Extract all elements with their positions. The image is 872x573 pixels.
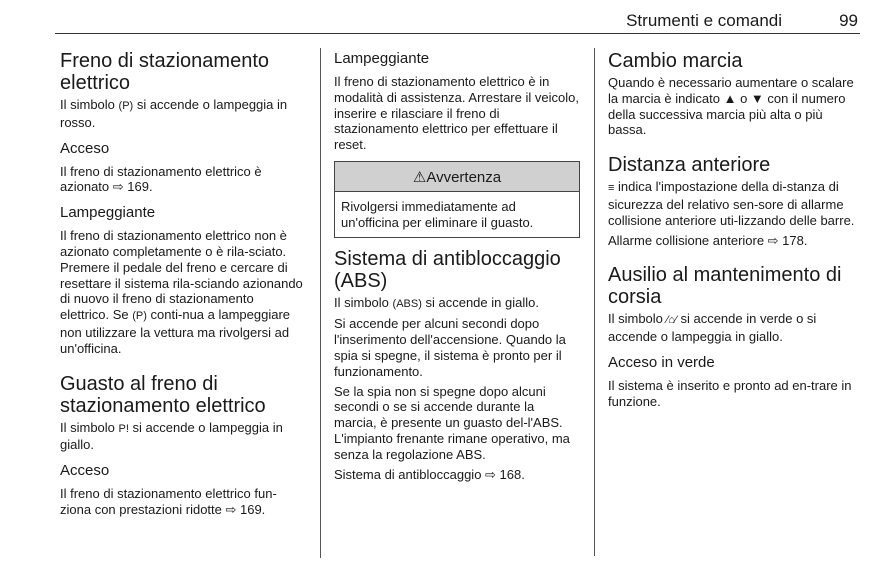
paragraph: Il sistema è inserito e pronto ad en-trare in funzione. bbox=[608, 377, 852, 409]
paragraph: Quando è necessario aumentare o scalare la marcia è indicato ▲ o ▼ con il numero della successiva marcia più alta o più bassa. bbox=[608, 75, 854, 138]
warning-title: ⚠Avvertenza bbox=[335, 162, 579, 192]
lane-keep-icon: ⁄⌂⁄ bbox=[666, 314, 677, 327]
parking-brake-icon: (P) bbox=[118, 100, 134, 112]
paragraph: Il freno di stazionamento elettrico è azionato ⇨ 169. bbox=[60, 163, 262, 195]
subheading-acceso: Acceso bbox=[60, 462, 110, 480]
section-title-following-distance: Distanza anteriore bbox=[608, 154, 771, 177]
header-rule bbox=[55, 33, 860, 34]
paragraph: Se la spia non si spegne dopo alcuni secondi o se si accende durante la marcia, è presente un guasto del-l'ABS. L'impianto frenante rimane operativo, ma senza la regolazione ABS. bbox=[334, 383, 570, 462]
text: Il simbolo bbox=[608, 311, 667, 327]
parking-brake-icon: (P) bbox=[132, 310, 147, 323]
paragraph: Si accende per alcuni secondi dopo l'inserimento dell'accensione. Quando la spia si spegne, il sistema è pronto per il funzionamento. bbox=[334, 316, 566, 379]
column-3 bbox=[608, 50, 858, 414]
section-title-lane-keep-assist: Ausilio al mantenimento di corsia bbox=[608, 264, 842, 309]
section-title-parking-brake: Freno di stazionamento elettrico bbox=[60, 50, 270, 94]
following-distance-icon: ≡ bbox=[608, 182, 615, 195]
paragraph bbox=[60, 228, 306, 356]
paragraph bbox=[60, 97, 306, 131]
text: Il simbolo bbox=[334, 294, 393, 310]
text: si accende o lampeggia in rosso. bbox=[60, 97, 288, 130]
column-divider-1 bbox=[320, 48, 321, 558]
warning-text: Rivolgersi immediatamente ad un'officina per eliminare il guasto. bbox=[341, 198, 534, 230]
paragraph bbox=[60, 420, 306, 454]
subheading-lampeggiante: Lampeggiante bbox=[334, 50, 430, 67]
page-number: 99 bbox=[839, 11, 858, 30]
paragraph: Il freno di stazionamento elettrico fun-ziona con prestazioni ridotte ⇨ 169. bbox=[60, 486, 277, 517]
text: Il simbolo bbox=[60, 419, 119, 435]
text: conti-nua a lampeggiare non utilizzare la vettura ma rivolgersi ad un'officina. bbox=[60, 307, 291, 356]
paragraph: Allarme collisione anteriore ⇨ 178. bbox=[608, 232, 808, 248]
section-title-gear-shift: Cambio marcia bbox=[608, 50, 743, 72]
parking-brake-fault-icon: P! bbox=[118, 422, 129, 435]
spacer bbox=[608, 142, 858, 154]
paragraph bbox=[608, 179, 858, 228]
warning-box bbox=[334, 161, 580, 238]
spacer bbox=[608, 252, 858, 264]
text: Il simbolo bbox=[60, 97, 119, 112]
section-title-parking-brake-fault: Guasto al freno di stazionamento elettrico bbox=[60, 372, 266, 417]
text: indica l'impostazione della di-stanza di sicurezza del relativo sen-sore di allarme collisione anteriore uti-lizzando delle barre. bbox=[608, 179, 855, 228]
subheading-acceso-in-verde: Acceso in verde bbox=[608, 353, 715, 371]
paragraph bbox=[334, 295, 580, 313]
running-header-section: Strumenti e comandi bbox=[626, 11, 782, 30]
column-divider-2 bbox=[594, 48, 595, 556]
subheading-lampeggiante: Lampeggiante bbox=[60, 204, 156, 222]
column-1 bbox=[60, 50, 306, 522]
section-title-abs: Sistema di antibloccaggio (ABS) bbox=[334, 247, 561, 292]
paragraph bbox=[608, 311, 858, 345]
text: si accende in giallo. bbox=[421, 294, 539, 310]
column-2 bbox=[334, 50, 580, 486]
text: Il freno di stazionamento elettrico non è azionato completamente o è rila-sciato. Premere il pedale del freno e cercare di resettare il sistema rila-sciando azionando di nuovo il freno di stazionamento elettrico. Se bbox=[60, 228, 303, 323]
paragraph: Il freno di stazionamento elettrico è in modalità di assistenza. Arrestare il veicolo, inserire e rilasciare il freno di stazionamento elettrico per effettuare il reset. bbox=[334, 74, 579, 153]
subheading-acceso: Acceso bbox=[60, 139, 110, 157]
text: si accende o lampeggia in giallo. bbox=[60, 419, 283, 453]
text: si accende in verde o si accende o lampeggia in giallo. bbox=[608, 311, 817, 345]
spacer bbox=[60, 361, 306, 373]
abs-icon: (ABS) bbox=[392, 297, 422, 310]
paragraph: Sistema di antibloccaggio ⇨ 168. bbox=[334, 466, 525, 482]
